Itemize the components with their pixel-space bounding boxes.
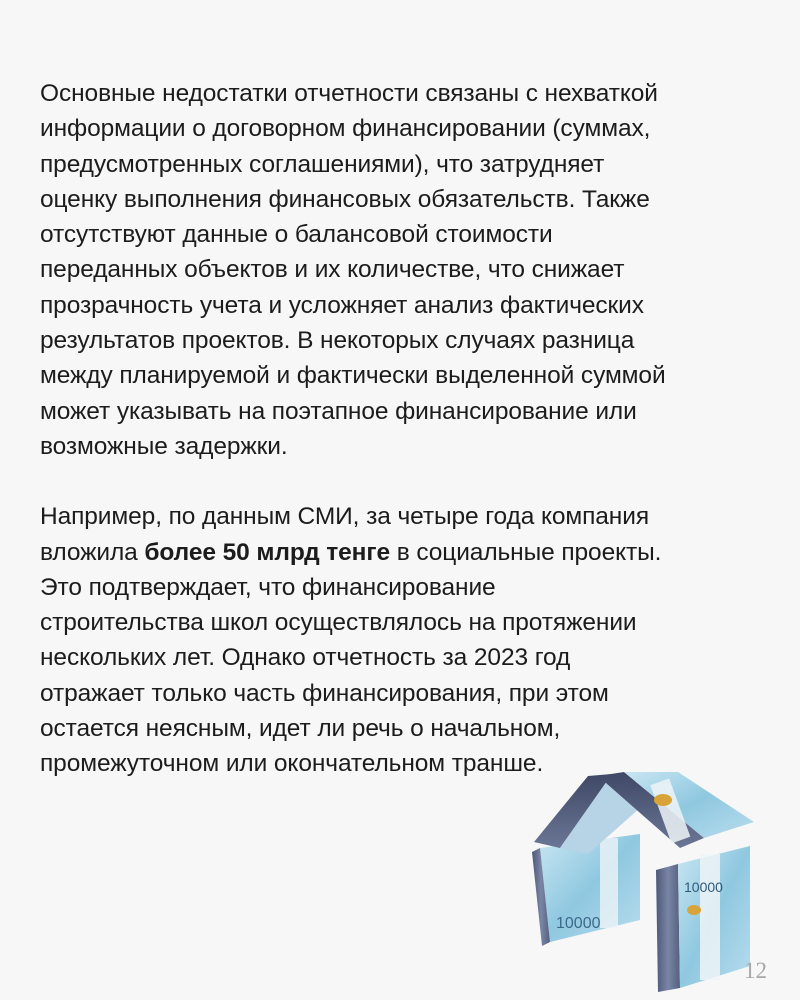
text-line: переданных объектов и их количестве, что снижает <box>40 256 625 284</box>
paragraph-investment-example <box>40 499 770 781</box>
paragraph-reporting-gaps <box>40 76 770 464</box>
text-fragment: вложила <box>40 538 145 566</box>
text-line: результатов проектов. В некоторых случаях разница <box>40 327 635 355</box>
text-line: Например, по данным СМИ, за четыре года компания <box>40 503 649 531</box>
text-line: предусмотренных соглашениями), что затрудняет <box>40 150 605 178</box>
text-line: Это подтверждает, что финансирование <box>40 573 496 601</box>
article-body <box>40 76 770 782</box>
money-house-illustration <box>528 770 760 992</box>
text-line-with-highlight <box>40 535 770 570</box>
text-line: промежуточном или окончательном транше. <box>40 750 544 778</box>
text-fragment: в социальные проекты. <box>390 538 662 566</box>
text-line: нескольких лет. Однако отчетность за 2023 год <box>40 644 571 672</box>
svg-text:10000: 10000 <box>684 879 723 895</box>
text-line: Основные недостатки отчетности связаны с нехваткой <box>40 80 658 107</box>
text-line: может указывать на поэтапное финансирование или <box>40 397 637 425</box>
text-line: информации о договорном финансировании (суммах, <box>40 115 651 143</box>
text-line: отсутствуют данные о балансовой стоимости <box>40 221 553 249</box>
text-line: возможные задержки. <box>40 432 288 460</box>
text-line: отражает только часть финансирования, при этом <box>40 679 609 707</box>
text-line: остается неясным, идет ли речь о начальном, <box>40 715 561 743</box>
banknote-label: 10000 <box>556 915 601 932</box>
text-line: оценку выполнения финансовых обязательств. Также <box>40 185 650 213</box>
text-line: строительства школ осуществлялось на протяжении <box>40 609 637 637</box>
money-house-icon <box>528 770 760 992</box>
text-line: прозрачность учета и усложняет анализ фактических <box>40 291 644 319</box>
page-number: 12 <box>744 958 767 983</box>
highlight-amount: более 50 млрд тенге <box>144 538 390 566</box>
text-line: между планируемой и фактически выделенной суммой <box>40 362 666 390</box>
